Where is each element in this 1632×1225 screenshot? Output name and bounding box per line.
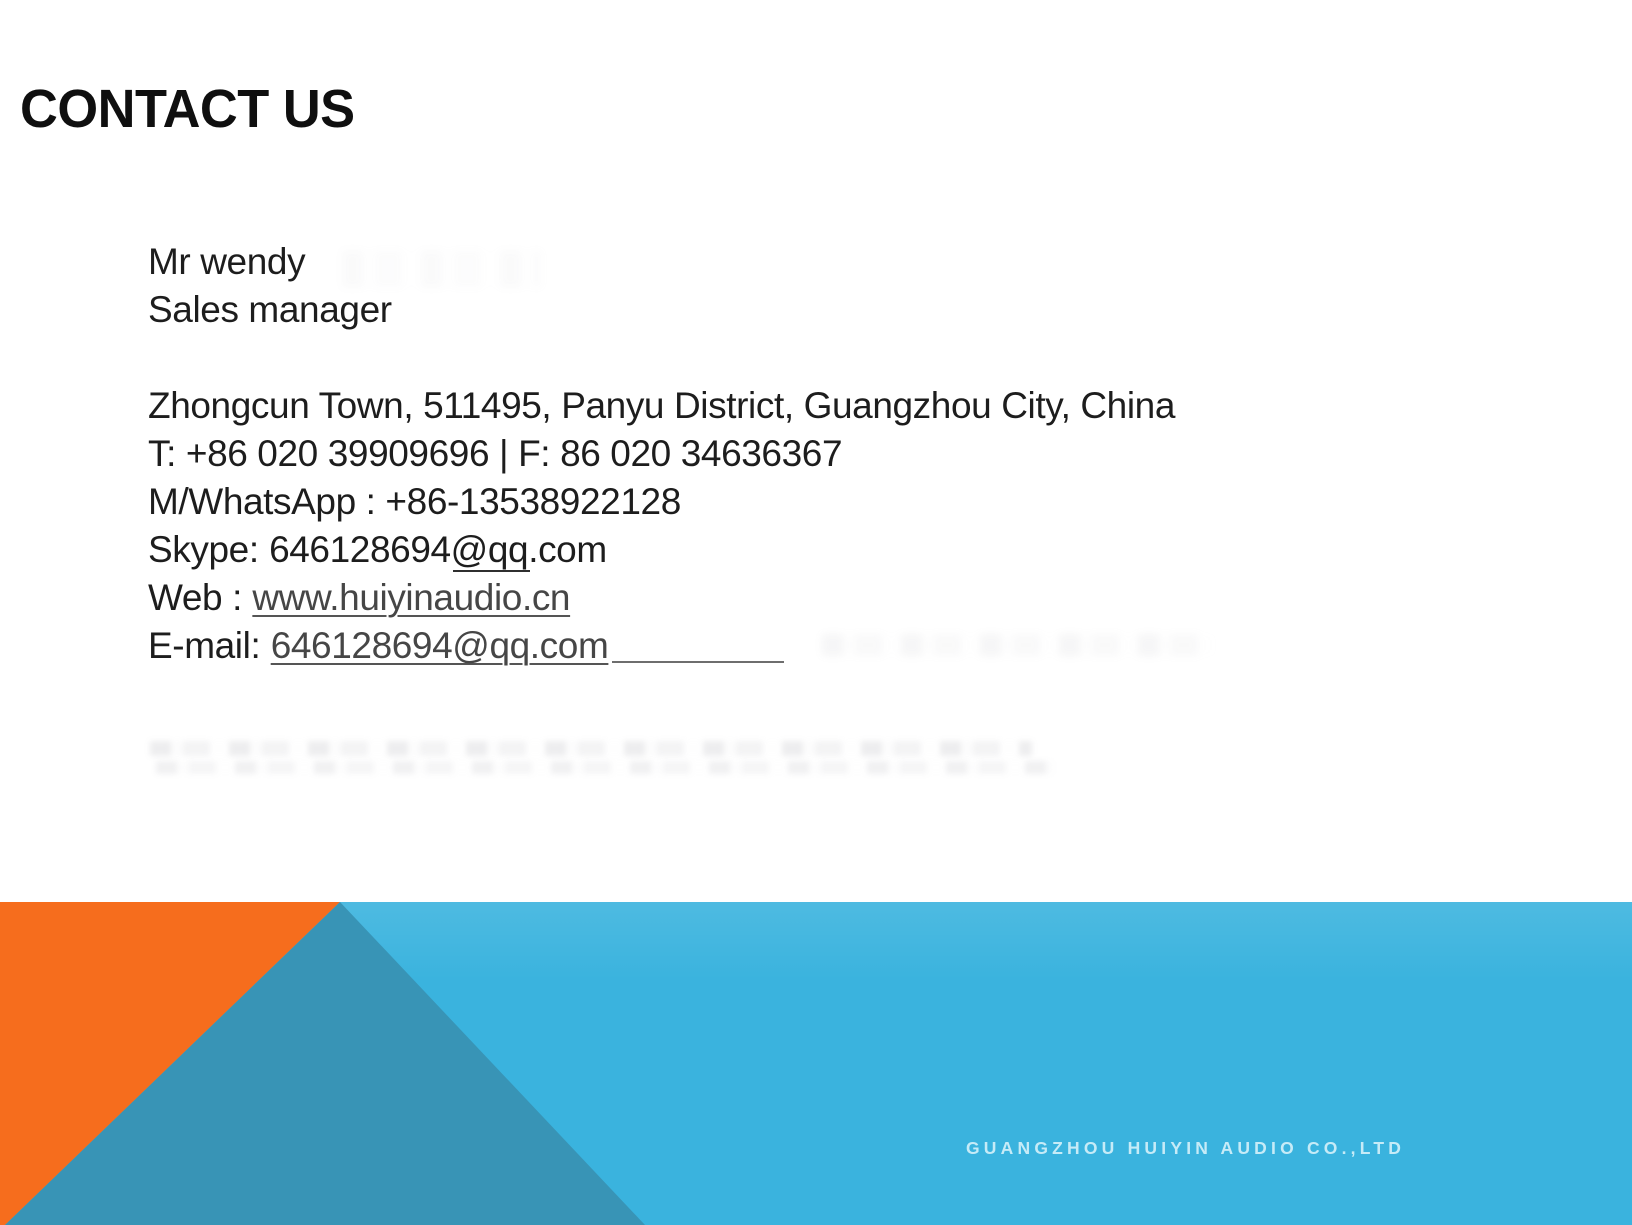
ghost-text-smudge xyxy=(156,761,1054,774)
phone-fax-text: T: +86 020 39909696 | F: 86 020 34636367 xyxy=(148,433,843,474)
email-trailing-underline xyxy=(612,655,784,663)
web-label: Web : xyxy=(148,577,242,618)
web-line xyxy=(148,574,1175,622)
ghost-text-smudge xyxy=(342,250,542,288)
contact-role-text: Sales manager xyxy=(148,289,392,330)
phone-fax-line xyxy=(148,430,1175,478)
skype-value: 646128694@qq.com xyxy=(269,529,607,570)
ghost-text-smudge xyxy=(822,634,1214,656)
company-name: GUANGZHOU HUIYIN AUDIO CO.,LTD xyxy=(966,1138,1406,1158)
address-text: Zhongcun Town, 511495, Panyu District, Guangzhou City, China xyxy=(148,385,1175,426)
ghost-text-smudge xyxy=(150,741,1032,756)
skype-line xyxy=(148,526,1175,574)
footer-band xyxy=(0,902,1632,1225)
page-title: CONTACT US xyxy=(20,79,355,139)
contact-role xyxy=(148,286,1175,334)
contact-name-text: Mr wendy xyxy=(148,241,306,282)
whatsapp-text: M/WhatsApp : +86-13538922128 xyxy=(148,481,681,522)
skype-label: Skype: xyxy=(148,529,259,570)
email-label: E-mail: xyxy=(148,625,261,666)
spacer-line xyxy=(148,334,1175,382)
email-link[interactable]: 646128694@qq.com xyxy=(270,625,609,666)
contact-name xyxy=(148,238,1175,286)
whatsapp-line xyxy=(148,478,1175,526)
website-link[interactable]: www.huiyinaudio.cn xyxy=(252,577,571,618)
underline-artifact xyxy=(453,570,530,572)
contact-block xyxy=(148,238,1175,670)
address-line xyxy=(148,382,1175,430)
